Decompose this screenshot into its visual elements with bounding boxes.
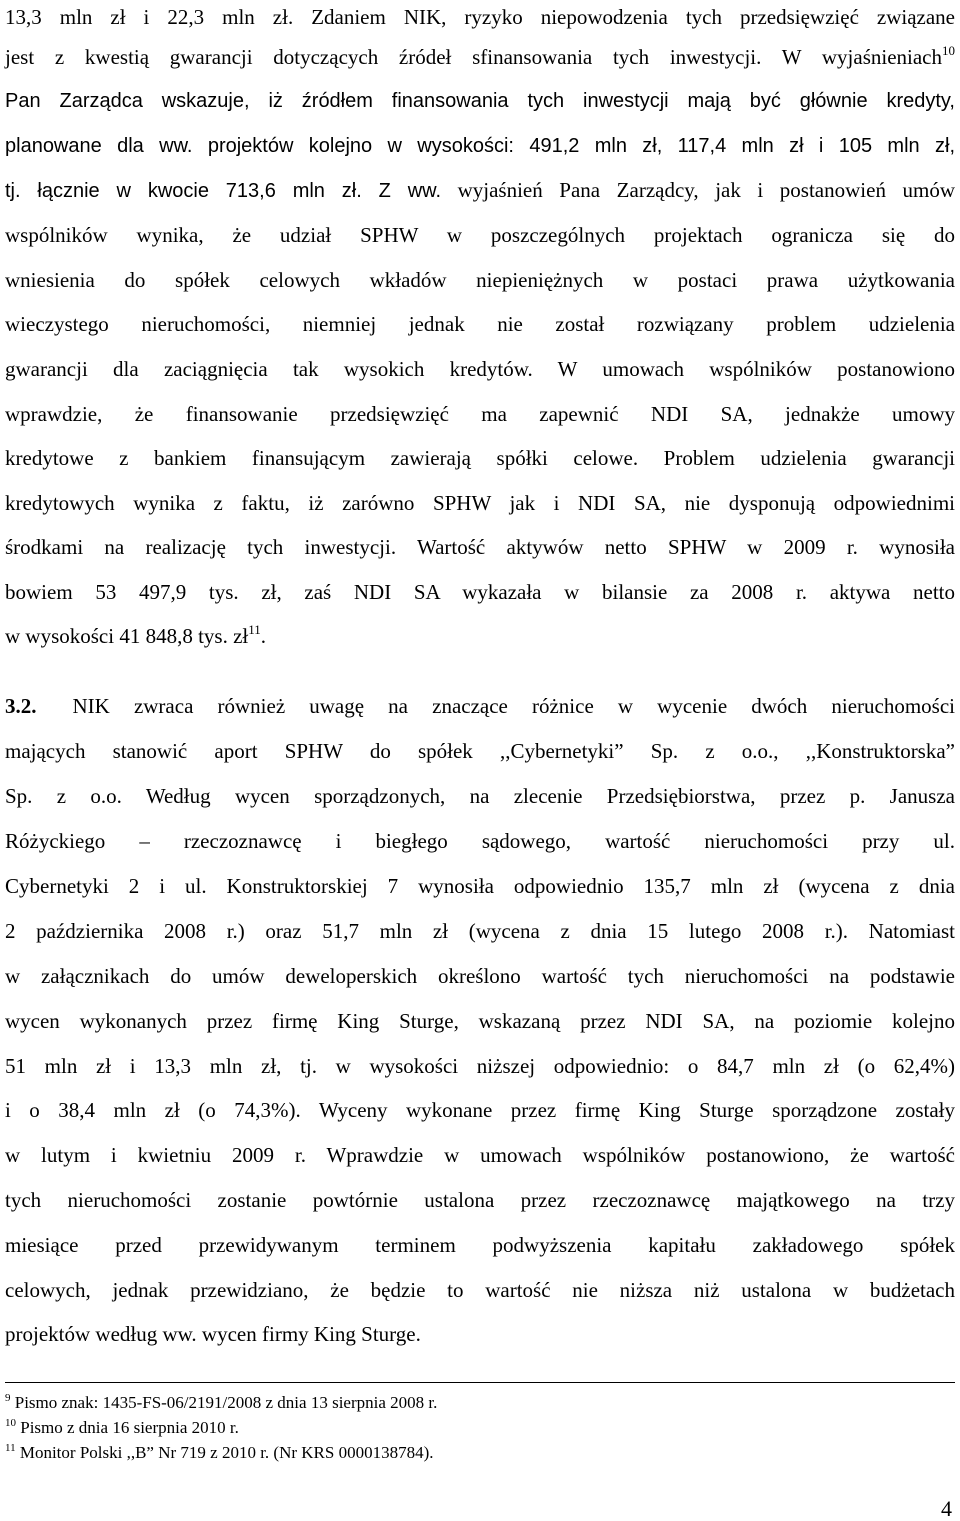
text-line: Cybernetyki 2 i ul. Konstruktorskiej 7 wynosiła odpowiednio 135,7 mln zł (wycena z dnia	[5, 874, 955, 898]
footnote-ref: 11	[248, 622, 261, 637]
text-line: gwarancji dla zaciągnięcia tak wysokich kredytów. W umowach wspólników postanowiono	[5, 357, 955, 381]
text-line: projektów według ww. wycen firmy King Sturge.	[5, 1322, 421, 1346]
text-line: bowiem 53 497,9 tys. zł, zaś NDI SA wykazała w bilansie za 2008 r. aktywa netto	[5, 580, 955, 604]
text-line: wspólników wynika, że udział SPHW w poszczególnych projektach ogranicza się do	[5, 223, 955, 247]
text-line: tych nieruchomości zostanie powtórnie ustalona przez rzeczoznawcę majątkowego na trzy	[5, 1188, 955, 1212]
page-number: 4	[941, 1496, 952, 1521]
text-line: 2 października 2008 r.) oraz 51,7 mln zł (wycena z dnia 15 lutego 2008 r.). Natomiast	[5, 919, 955, 943]
footnote-separator	[5, 1382, 955, 1383]
footnote-number: 9	[5, 1392, 11, 1404]
text-line: w lutym i kwietniu 2009 r. Wprawdzie w umowach wspólników postanowiono, że wartość	[5, 1143, 955, 1167]
text-line: celowych, jednak przewidziano, że będzie to wartość nie niższa niż ustalona w budżetach	[5, 1278, 955, 1302]
footnote: $^{10}$ Pismo z dnia 16 sierpnia 2010 r.	[5, 1417, 239, 1437]
text-line: w wysokości 41 848,8 tys. $zł^{11}$.	[5, 622, 267, 648]
text-line: kredytowych wynika z faktu, iż zarówno SPHW jak i NDI SA, nie dysponują odpowiednimi	[5, 491, 955, 515]
text-line: wieczystego nieruchomości, niemniej jednak nie został rozwiązany problem udzielenia	[5, 312, 955, 336]
text-line: planowane dla ww. projektów kolejno w wysokości: 491,2 mln zł, 117,4 mln zł i 105 mln zł,	[5, 135, 955, 157]
text-line: mających stanowić aport SPHW do spółek ,,Cybernetyki” Sp. z o.o., ,,Konstruktorska”	[5, 739, 955, 763]
text-line: kredytowe z bankiem finansującym zawierają spółki celowe. Problem udzielenia gwarancji	[5, 446, 955, 470]
text-line: 3.2. NIK zwraca również uwagę na znaczące różnice w wycenie dwóch nieruchomości	[5, 694, 955, 718]
footnote: $^{11}$ Monitor Polski ,,B” Nr 719 z 2010 r. (Nr KRS 0000138784).	[5, 1442, 434, 1462]
section-number: 3.2.	[5, 694, 37, 718]
text-line: wycen wykonanych przez firmę King Sturge, wskazaną przez NDI SA, na poziomie kolejno	[5, 1009, 955, 1033]
text-line: wprawdzie, że finansowanie przedsięwzięć ma zapewnić NDI SA, jednakże umowy	[5, 402, 955, 426]
footnote-ref: 10	[942, 43, 955, 58]
footnote: $^9$ Pismo znak: 1435-FS-06/2191/2008 z dnia 13 sierpnia 2008 r.	[5, 1392, 438, 1412]
footnote-number: 11	[5, 1442, 16, 1454]
text-line: 13,3 mln zł i 22,3 mln zł. Zdaniem NIK, ryzyko niepowodzenia tych przedsięwzięć związane	[5, 5, 955, 29]
text-line: jest z kwestią gwarancji dotyczących źródeł sfinansowania tych inwestycji. W wyjaśnieniach$^{10}$	[5, 43, 955, 69]
text-line: w załącznikach do umów deweloperskich określono wartość tych nieruchomości na podstawie	[5, 964, 955, 988]
text-line: tj. łącznie w kwocie 713,6 mln zł. Z ww. wyjaśnień Pana Zarządcy, jak i postanowień umów	[5, 178, 955, 202]
text-line: 51 mln zł i 13,3 mln zł, tj. w wysokości niższej odpowiednio: o 84,7 mln zł (o 62,4%)	[5, 1054, 955, 1078]
footnote-number: 10	[5, 1417, 16, 1429]
text-line: miesiące przed przewidywanym terminem podwyższenia kapitału zakładowego spółek	[5, 1233, 955, 1257]
text-line: i o 38,4 mln zł (o 74,3%). Wyceny wykonane przez firmę King Sturge sporządzone zostały	[5, 1098, 955, 1122]
text-line: środkami na realizację tych inwestycji. Wartość aktywów netto SPHW w 2009 r. wynosiła	[5, 535, 955, 559]
text-line: Sp. z o.o. Według wycen sporządzonych, na zlecenie Przedsiębiorstwa, przez p. Janusza	[5, 784, 955, 808]
text-line: Pan Zarządca wskazuje, iż źródłem finansowania tych inwestycji mają być głównie kredyty,	[5, 90, 955, 112]
text-line: wniesienia do spółek celowych wkładów niepieniężnych w postaci prawa użytkowania	[5, 268, 955, 292]
text-line: Różyckiego – rzeczoznawcę i biegłego sądowego, wartość nieruchomości przy ul.	[5, 829, 955, 853]
